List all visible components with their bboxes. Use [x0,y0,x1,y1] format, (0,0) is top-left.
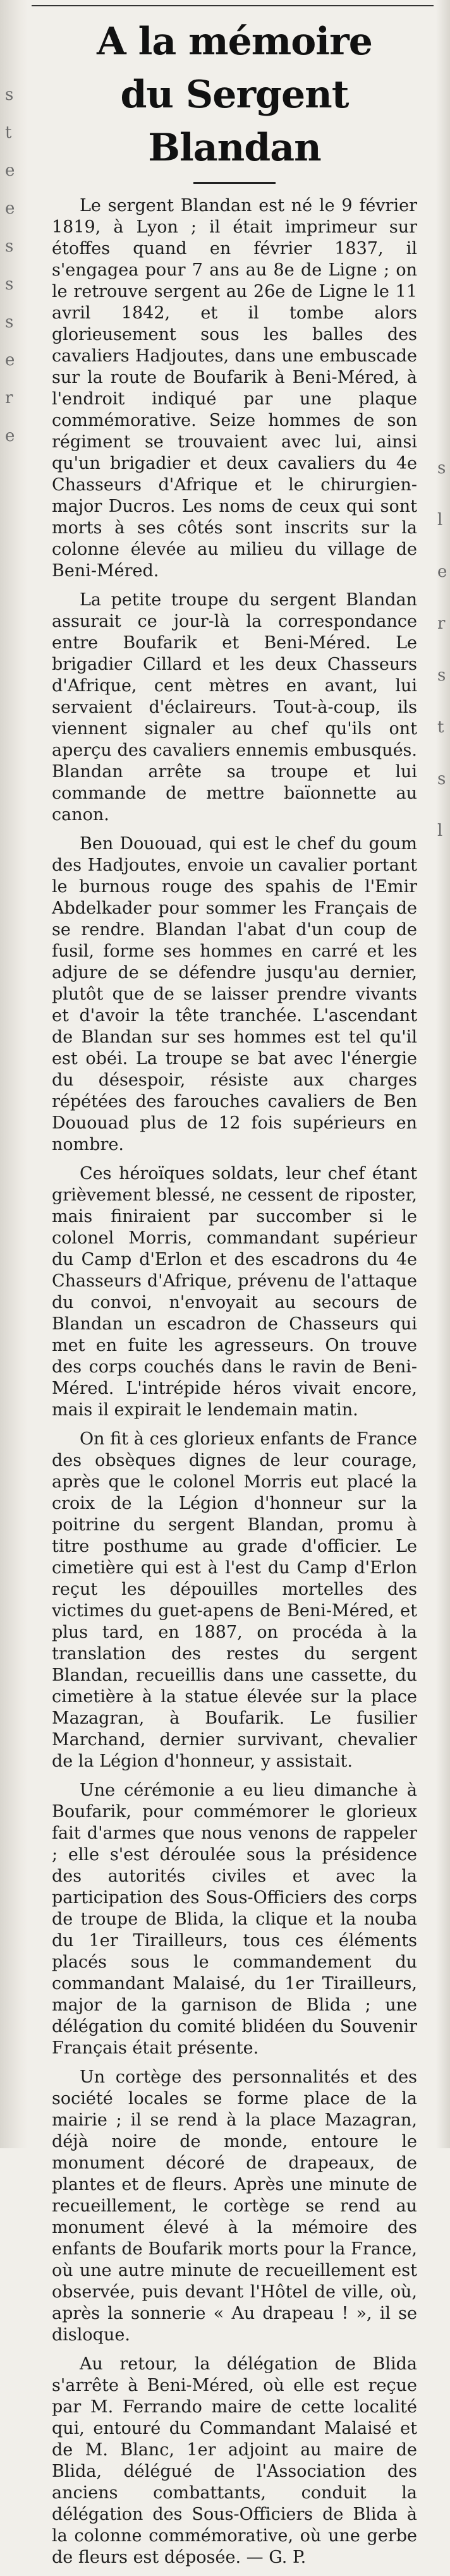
article-paragraph: Une cérémonie a eu lieu dimanche à Boufarik, pour commémorer le glorieux fait d'armes que nous venons de rappeler ; elle s'est déroulée sous la présidence des autorités civiles et avec la participation des Sous-Officiers des corps de troupe de Blida, la clique et la nouba du 1er Tirailleurs, tous ces éléments placés sous le commandement du commandant Malaisé, du 1er Tirailleurs, major de la garnison de Blida ; une délégation du comité blidéen du Souvenir Français était présente. [52,1781,417,2058]
headline-rule [193,182,276,184]
margin-fragment: t [5,123,12,142]
article-paragraph: Ben Dououad, qui est le chef du goum des Hadjoutes, envoie un cavalier portant le burnous rouge des spahis de l'Emir Abdelkader pour sommer les Français de se rendre. Blandan l'abat d'un coup de fusil, forme ses hommes en carré et les adjure de se défendre jusqu'au dernier, plutôt que de se laisser prendre vivants et d'avoir la tête tranchée. L'ascendant de Blandan sur ses hommes est tel qu'il est obéi. La troupe se bat avec l'énergie du désespoir, résiste aux charges répétées des farouches cavaliers de Ben Dououad plus de 12 fois supérieurs en nombre. [52,834,417,1154]
margin-fragment: e [5,199,15,218]
headline-line-2: du Sergent Blandan [120,73,349,170]
margin-fragment: s [5,85,14,104]
margin-fragment: e [5,161,15,180]
margin-fragment: s [437,666,446,685]
left-adjacent-column-fragments [5,76,18,455]
margin-fragment: l [437,821,443,840]
margin-fragment: l [437,511,443,529]
article-paragraph: On fit à ces glorieux enfants de France des obsèques dignes de leur courage, après que le colonel Morris eut placé la croix de la Légion d'honneur sur la poitrine du sergent Blandan, promu à titre posthume au grade d'officier. Le cimetière qui est à l'est du Camp d'Erlon reçut les dépouilles mortelles des victimes du guet-apens de Beni-Méred, et plus tard, en 1887, on procéda à la translation des restes du sergent Blandan, recueillis dans une cassette, du cimetière à la statue élevée sur la place Mazagran, à Boufarik. Le fusilier Marchand, dernier survivant, chevalier de la Légion d'honneur, y assistait. [52,1429,417,1771]
margin-fragment: s [5,275,14,294]
margin-fragment: s [437,459,446,478]
headline-line-1: A la mémoire [97,20,372,64]
right-adjacent-column-fragments [437,442,446,857]
article-paragraph: Ces héroïques soldats, leur chef étant grièvement blessé, ne cessent de riposter, mais finiraient par succomber si le colonel Morris, commandant supérieur du Camp d'Erlon et des escadrons du 4e Chasseurs d'Afrique, prévenu de l'attaque du convoi, n'envoyait au secours de Blandan un escadron de Chasseurs qui met en fuite les agresseurs. On trouve des corps couchés dans le ravin de Beni-Méred. L'intrépide héros vivait encore, mais il expirait le lendemain matin. [52,1164,417,1420]
margin-fragment: e [437,562,447,581]
margin-fragment: s [5,313,14,332]
page-edge-right [436,0,450,2148]
margin-fragment: t [437,718,444,737]
article-paragraph: Au retour, la délégation de Blida s'arrête à Beni-Méred, où elle est reçue par M. Ferrando maire de cette localité qui, entouré du Commandant Malaisé et de M. Blanc, 1er adjoint au maire de Blida, délégué de l'Association des anciens combattants, conduit la délégation des Sous-Officiers de Blida à la colonne commémorative, où une gerbe de fleurs est déposée. — G. P. [52,2354,417,2567]
margin-fragment: r [5,389,13,408]
margin-fragment: s [5,237,14,256]
margin-fragment: s [437,770,446,789]
article-paragraph: La petite troupe du sergent Blandan assurait ce jour-là la correspondance entre Boufarik et Beni-Méred. Le brigadier Cillard et les deux Chasseurs d'Afrique, cent mètres en avant, lui servaient d'éclaireurs. Tout-à-coup, ils viennent signaler au chef qu'ils ont aperçu des cavaliers ennemis embusqués. Blandan arrête sa troupe et lui commande de mettre baïonnette au canon. [52,590,417,825]
article-paragraph: Le sergent Blandan est né le 9 février 1819, à Lyon ; il était imprimeur sur étoffes quand en février 1837, il s'engagea pour 7 ans au 8e de Ligne ; on le retrouve sergent au 26e de Ligne le 11 avril 1842, et il tombe alors glorieusement sous les balles des cavaliers Hadjoutes, dans une embuscade sur la route de Boufarik à Beni-Méred, à l'endroit indiqué par une plaque commémorative. Seize hommes de son régiment se trouvaient avec lui, ainsi qu'un brigadier et deux cavaliers du 4e Chasseurs d'Afrique et le chirurgien-major Ducros. Les noms de ceux qui sont morts à ses côtés sont inscrits sur la colonne élevée au milieu du village de Beni-Méred. [52,196,417,581]
margin-fragment: e [5,426,15,445]
margin-fragment: e [5,351,15,370]
article-headline [52,15,417,174]
article-paragraph: Un cortège des personnalités et des société locales se forme place de la mairie ; il se rend à la place Mazagran, déjà noire de monde, entoure le monument décoré de drapeaux, de plantes et de fleurs. Après une minute de recueillement, le cortège se rend au monument élevé à la mémoire des enfants de Boufarik morts pour la France, où une autre minute de recueillement est observée, puis devant l'Hôtel de ville, où, après la sonnerie « Au drapeau ! », il se disloque. [52,2067,417,2345]
margin-fragment: r [437,614,446,633]
article [52,15,417,2576]
column-top-rule [32,5,434,6]
